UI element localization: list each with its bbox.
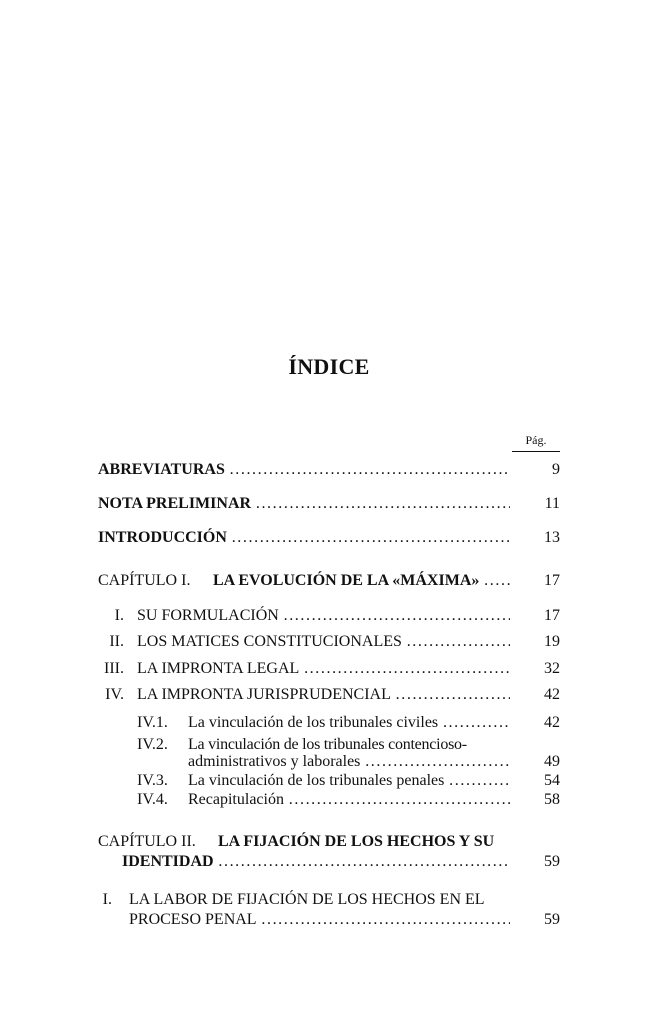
toc-entry[interactable] (0, 460, 658, 480)
toc-entry-label: ABREVIATURAS (98, 461, 225, 478)
section-number: IV. (105, 686, 124, 703)
toc-entry-label: LA FIJACIÓN DE LOS HECHOS Y SU (218, 833, 495, 850)
toc-section[interactable] (0, 685, 658, 705)
toc-entry-label: La vinculación de los tribunales contencioso- (188, 736, 467, 753)
toc-section-continued[interactable] (0, 910, 658, 930)
toc-entry-page: 32 (544, 660, 560, 677)
toc-entry-label-continued: administrativos y laborales (188, 753, 361, 770)
page-column-header: Pág. (512, 433, 560, 452)
subsection-number: IV.3. (137, 772, 168, 789)
toc-entry-page: 17 (544, 572, 560, 589)
toc-entry-label-continued: IDENTIDAD (122, 853, 214, 870)
page-title: ÍNDICE (288, 354, 370, 379)
section-number: II. (109, 633, 124, 650)
toc-entry-page: 54 (544, 772, 560, 789)
toc-entry-page: 9 (552, 461, 560, 478)
toc-subsection[interactable] (0, 790, 658, 810)
toc-entry-label: INTRODUCCIÓN (98, 529, 227, 546)
toc-entry-label-continued: PROCESO PENAL (129, 911, 257, 928)
subsection-number: IV.2. (137, 736, 168, 753)
toc-entry-page: 42 (544, 714, 560, 731)
toc-chapter-continued[interactable] (0, 852, 658, 872)
subsection-number: IV.1. (137, 714, 168, 731)
toc-entry-label: Recapitulación (188, 791, 284, 808)
toc-entry-label: SU FORMULACIÓN (137, 607, 279, 624)
toc-entry-page: 58 (544, 791, 560, 808)
chapter-prefix: CAPÍTULO II. (98, 833, 196, 850)
toc-entry-page: 19 (544, 633, 560, 650)
toc-chapter[interactable] (0, 571, 658, 591)
toc-chapter[interactable] (0, 832, 658, 852)
toc-section[interactable] (0, 632, 658, 652)
toc-entry-label: LOS MATICES CONSTITUCIONALES (137, 633, 402, 650)
toc-entry-page: 59 (544, 853, 560, 870)
section-number: I. (114, 607, 124, 624)
toc-subsection[interactable] (0, 713, 658, 733)
toc-subsection-continued[interactable] (0, 752, 658, 772)
toc-subsection[interactable] (0, 771, 658, 791)
toc-entry[interactable] (0, 528, 658, 548)
toc-entry[interactable] (0, 494, 658, 514)
toc-entry-page: 13 (544, 529, 560, 546)
toc-entry-label: LA IMPRONTA JURISPRUDENCIAL (137, 686, 391, 703)
section-number: III. (104, 660, 124, 677)
toc-entry-label: NOTA PRELIMINAR (98, 495, 252, 512)
toc-entry-label: La vinculación de los tribunales penales (188, 772, 445, 789)
toc-entry-label: LA EVOLUCIÓN DE LA «MÁXIMA» (213, 572, 480, 589)
toc-entry-page: 42 (544, 686, 560, 703)
subsection-number: IV.4. (137, 791, 168, 808)
toc-section[interactable] (0, 659, 658, 679)
section-number: I. (102, 891, 112, 908)
chapter-prefix: CAPÍTULO I. (98, 572, 191, 589)
toc-entry-page: 59 (544, 911, 560, 928)
toc-entry-label: LA LABOR DE FIJACIÓN DE LOS HECHOS EN EL (129, 891, 485, 908)
toc-entry-page: 17 (544, 607, 560, 624)
toc-entry-label: LA IMPRONTA LEGAL (137, 660, 300, 677)
toc-section[interactable] (0, 606, 658, 626)
toc-entry-label: La vinculación de los tribunales civiles (188, 714, 439, 731)
toc-entry-page: 49 (544, 753, 560, 770)
toc-entry-page: 11 (544, 495, 560, 512)
toc-section[interactable] (0, 890, 658, 910)
